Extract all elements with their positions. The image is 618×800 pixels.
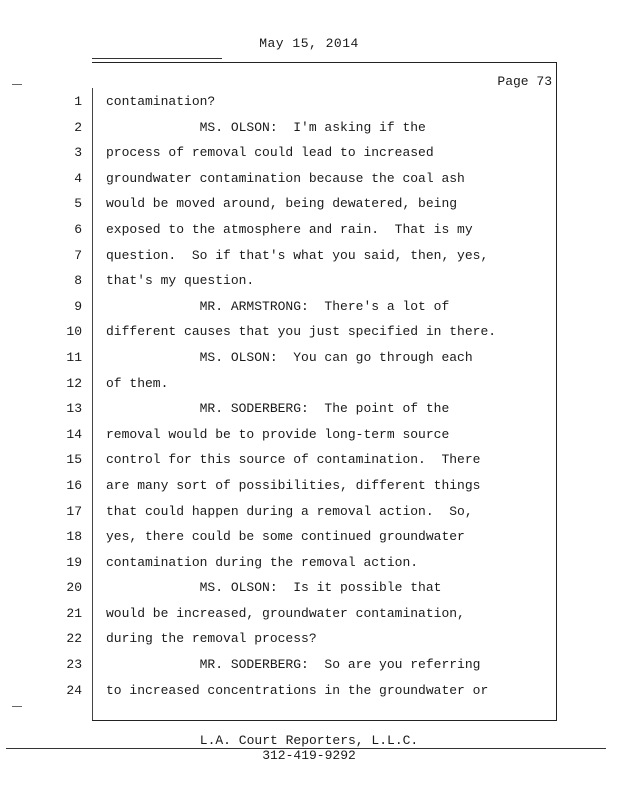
line-number: 5 <box>74 196 82 212</box>
transcript-line: that's my question. <box>106 273 255 289</box>
transcript-line: are many sort of possibilities, different things <box>106 477 481 493</box>
line-number: 17 <box>66 503 82 519</box>
transcript-line: MR. SODERBERG: So are you referring <box>106 657 481 673</box>
line-number: 13 <box>66 401 82 417</box>
line-number: 10 <box>66 324 82 340</box>
transcript-line: contamination? <box>106 94 216 109</box>
transcript-line: groundwater contamination because the coal ash <box>106 170 465 186</box>
transcript-line: exposed to the atmosphere and rain. That is my <box>106 221 473 237</box>
footer-company: L.A. Court Reporters, L.L.C. <box>199 733 419 748</box>
transcript-line: yes, there could be some continued groundwater <box>106 529 465 545</box>
footer-phone: 312-419-9292 <box>262 748 356 763</box>
transcript-line: MS. OLSON: Is it possible that <box>106 580 442 596</box>
header-rule <box>92 58 222 59</box>
line-number: 3 <box>74 145 82 161</box>
line-number: 11 <box>66 349 82 365</box>
line-number: 7 <box>74 247 82 263</box>
scan-artifact <box>12 706 22 707</box>
transcript-line: MS. OLSON: You can go through each <box>106 349 473 365</box>
transcript-line: that could happen during a removal action. So, <box>106 503 473 519</box>
line-number: 12 <box>66 375 82 391</box>
transcript-line: to increased concentrations in the groundwater or <box>106 682 489 698</box>
page-number: Page 73 <box>497 74 552 89</box>
line-number: 24 <box>66 682 82 698</box>
left-margin-line <box>92 88 93 720</box>
line-number: 22 <box>66 631 82 647</box>
transcript-line: process of removal could lead to increased <box>106 145 434 161</box>
line-number: 23 <box>66 657 82 673</box>
line-number: 19 <box>66 554 82 570</box>
line-number: 6 <box>74 221 82 237</box>
line-numbers-column <box>52 94 82 708</box>
transcript-line: MR. ARMSTRONG: There's a lot of <box>106 298 450 314</box>
transcript-line: different causes that you just specified in there. <box>106 324 497 340</box>
line-number: 16 <box>66 477 82 493</box>
line-number: 2 <box>74 119 82 135</box>
line-number: 15 <box>66 452 82 468</box>
transcript-line: of them. <box>106 375 169 391</box>
transcript-line: would be moved around, being dewatered, being <box>106 196 458 212</box>
line-number: 9 <box>74 298 82 314</box>
scan-artifact <box>12 84 22 85</box>
header-date: May 15, 2014 <box>259 36 359 51</box>
line-number: 1 <box>74 94 82 109</box>
line-number: 14 <box>66 426 82 442</box>
line-number: 21 <box>66 605 82 621</box>
line-number: 4 <box>74 170 82 186</box>
transcript-line: removal would be to provide long-term source <box>106 426 450 442</box>
transcript-line: would be increased, groundwater contamination, <box>106 605 465 621</box>
transcript-text <box>106 94 546 708</box>
transcript-line: during the removal process? <box>106 631 317 647</box>
transcript-line: contamination during the removal action. <box>106 554 419 570</box>
transcript-line: MR. SODERBERG: The point of the <box>106 401 450 417</box>
line-number: 20 <box>66 580 82 596</box>
transcript-line: question. So if that's what you said, then, yes, <box>106 247 489 263</box>
transcript-line: control for this source of contamination. There <box>106 452 481 468</box>
line-number: 8 <box>74 273 82 289</box>
line-number: 18 <box>66 529 82 545</box>
transcript-line: MS. OLSON: I'm asking if the <box>106 119 426 135</box>
